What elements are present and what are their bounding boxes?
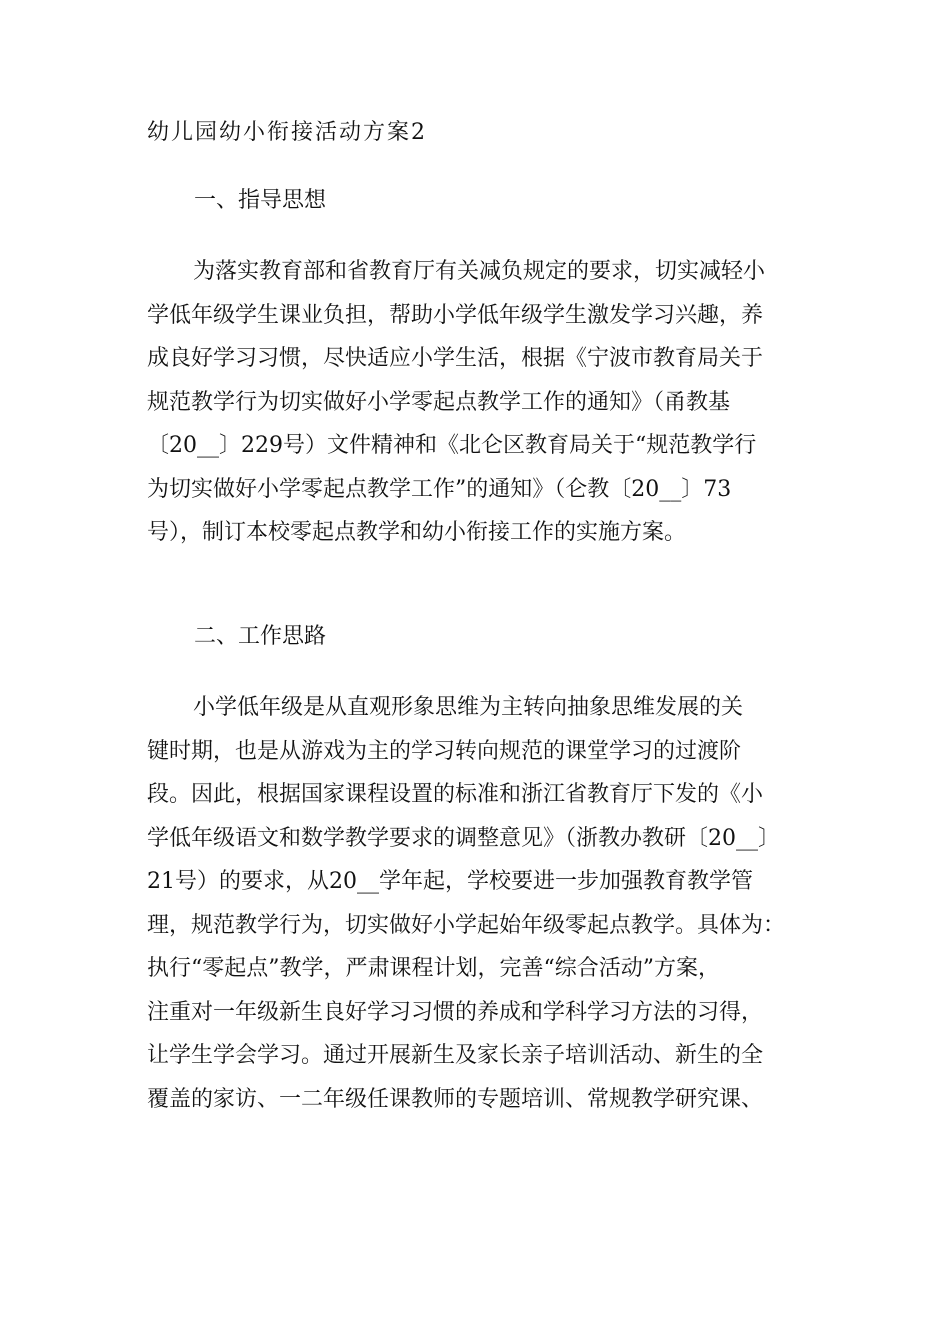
paragraph-line: 小学低年级是从直观形象思维为主转向抽象思维发展的关 <box>193 695 744 720</box>
section-paragraph-work-approach <box>147 686 809 1121</box>
paragraph-line: 〔20__〕229号）文件精神和《北仑区教育局关于“规范教学行 <box>147 433 757 458</box>
section-heading-guiding-ideology: 一、指导思想 <box>194 188 327 213</box>
paragraph-line: 规范教学行为切实做好小学零起点教学工作的通知》（甬教基 <box>147 389 731 415</box>
paragraph-line: 让学生学会学习。通过开展新生及家长亲子培训活动、新生的全 <box>147 1043 764 1068</box>
paragraph-line: 注重对一年级新生良好学习习惯的养成和学科学习方法的习得， <box>147 999 764 1025</box>
paragraph-line: 理，规范教学行为，切实做好小学起始年级零起点教学。具体为： <box>147 912 786 938</box>
section-heading-work-approach: 二、工作思路 <box>194 624 327 649</box>
paragraph-line: 21号）的要求，从20__学年起，学校要进一步加强教育教学管 <box>147 869 753 894</box>
paragraph-line: 键时期，也是从游戏为主的学习转向规范的课堂学习的过渡阶 <box>147 738 742 764</box>
paragraph-line: 学低年级学生课业负担，帮助小学低年级学生激发学习兴趣，养 <box>147 302 764 328</box>
paragraph-line: 成良好学习习惯，尽快适应小学生活，根据《宁波市教育局关于 <box>147 346 764 371</box>
paragraph-line: 为切实做好小学零起点教学工作”的通知》（仑教〔20__〕73 <box>147 476 732 502</box>
document-title: 幼儿园幼小衔接活动方案2 <box>147 120 427 145</box>
paragraph-line: 号），制订本校零起点教学和幼小衔接工作的实施方案。 <box>147 520 687 545</box>
paragraph-line: 学低年级语文和数学教学要求的调整意见》（浙教办教研〔20__〕 <box>147 825 780 851</box>
paragraph-line: 段。因此，根据国家课程设置的标准和浙江省教育厅下发的《小 <box>147 782 764 807</box>
paragraph-line: 执行“零起点”教学，严肃课程计划，完善“综合活动”方案， <box>147 956 720 981</box>
paragraph-line: 为落实教育部和省教育厅有关减负规定的要求，切实减轻小 <box>193 259 766 284</box>
section-paragraph-guiding-ideology <box>147 250 809 555</box>
paragraph-line: 覆盖的家访、一二年级任课教师的专题培训、常规教学研究课、 <box>147 1086 764 1112</box>
